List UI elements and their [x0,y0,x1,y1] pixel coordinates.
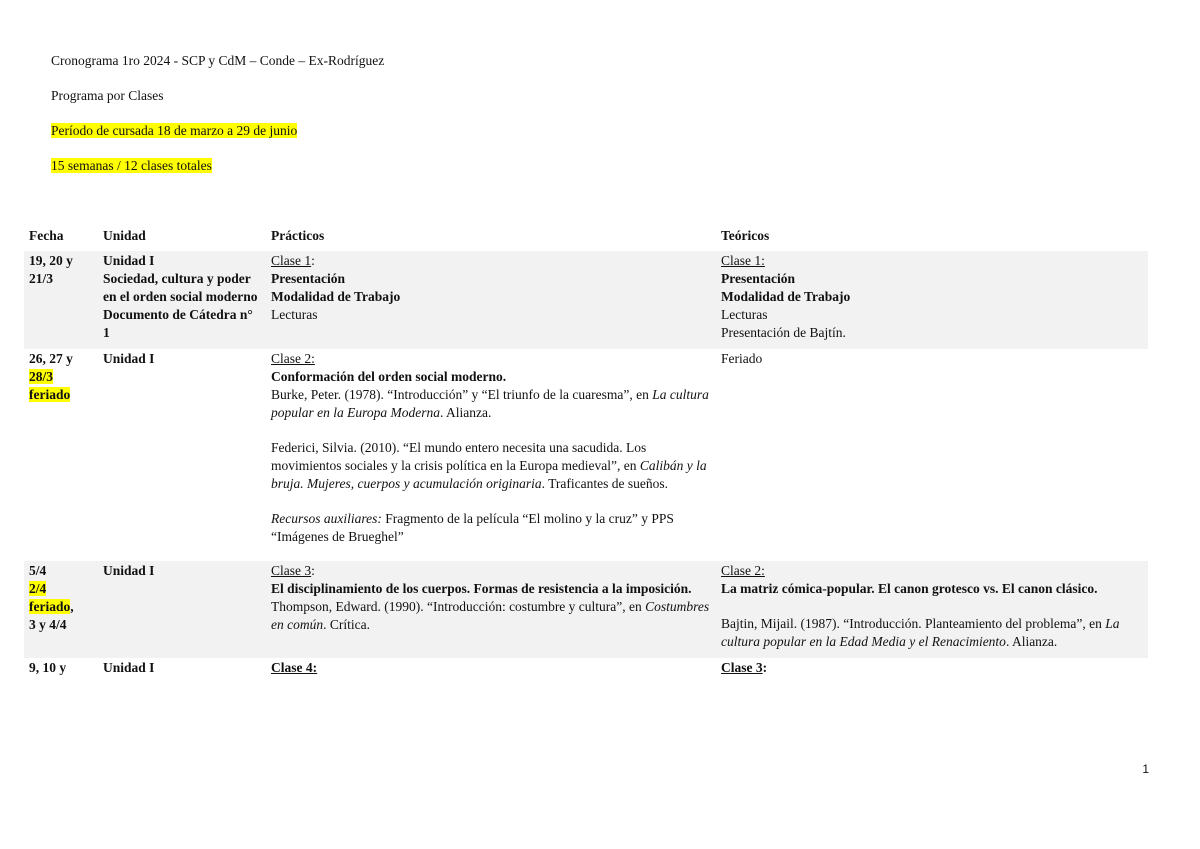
clase-label: Clase 1 [271,253,312,268]
cell-unidad: Unidad I [103,351,155,366]
auxiliary-label: Recursos auxiliares: [271,511,382,526]
reference-text: Burke, Peter. (1978). “Introducción” y “El triunfo de la cuaresma”, en [271,387,653,402]
auxiliary-text: Fragmento de la película “El molino y la cruz” y PPS “Imágenes de Brueghel” [271,511,674,544]
clase-title: La matriz cómica-popular. El canon grotesco vs. El canon clásico. [721,581,1098,596]
clase-heading [271,563,315,578]
unidad-label: Unidad I [103,253,155,268]
cell-practicos [266,251,716,349]
cell-teoricos [716,251,1148,349]
auxiliary-resources [271,510,711,546]
clase-heading [721,660,767,675]
reference-title: Costumbres en común [271,599,710,632]
clase-line: Lecturas [271,307,318,322]
cell-practicos [266,658,716,684]
fecha-text: 26, 27 y [29,351,73,366]
cell-unidad [98,251,266,349]
clase-heading [271,253,315,268]
cell-teoricos [716,561,1148,658]
course-weeks-text: 15 semanas / 12 clases totales [51,158,212,173]
reference-federici [271,439,711,493]
table-row [24,349,1148,561]
cell-fecha: 19, 20 y 21/3 [24,251,98,349]
document-header [51,52,384,192]
clase-line: Presentación de Bajtín. [721,325,846,340]
clase-heading: Clase 2: [721,563,765,578]
clase-colon: : [311,563,315,578]
table-row [24,561,1148,658]
cell-practicos [266,561,716,658]
clase-colon: : [762,660,768,675]
feriado-highlight: feriado [29,387,71,402]
reference-title: La cultura popular en la Europa Moderna [271,387,709,420]
fecha-highlight: 28/3 [29,369,54,384]
cell-unidad: Unidad I [98,561,266,658]
reference-text: . Alianza. [440,405,492,420]
fecha-text: 3 y 4/4 [29,617,67,632]
clase-colon: : [311,253,315,268]
document-title: Cronograma 1ro 2024 - SCP y CdM – Conde – Ex-Rodríguez [51,53,385,68]
column-header-teoricos: Teóricos [721,228,770,243]
clase-line: Modalidad de Trabajo [721,289,851,304]
column-header-practicos: Prácticos [271,228,325,243]
feriado-highlight: feriado [29,599,71,614]
column-header-fecha: Fecha [29,228,64,243]
column-header-unidad: Unidad [103,228,146,243]
reference-text: . Alianza. [1005,634,1058,649]
clase-heading: Clase 1: [721,253,765,268]
reference-burke [271,386,711,422]
cell-teoricos: Feriado [721,351,763,366]
clase-label: Clase 3 [721,660,763,675]
cell-fecha [24,561,98,658]
fecha-text: , [70,599,74,614]
table-row [24,658,1148,684]
document-subtitle: Programa por Clases [51,88,164,103]
reference-text: Federici, Silvia. (2010). “El mundo entero necesita una sacudida. Los movimientos sociales y la crisis política en la Europa medieval”, en [271,440,647,473]
unidad-title: Sociedad, cultura y poder en el orden social moderno [103,271,258,304]
clase-line: Presentación [271,271,345,286]
reference-title: La cultura popular en la Edad Media y el Renacimiento [721,616,1120,649]
fecha-text: 5/4 [29,563,47,578]
reference-bajtin [721,615,1143,651]
clase-label: Clase 3 [271,563,312,578]
clase-heading: Clase 4: [271,660,318,675]
cell-practicos [266,349,716,561]
reference-title: Calibán y la bruja. Mujeres, cuerpos y acumulación originaria [271,458,707,491]
unidad-document: Documento de Cátedra n° 1 [103,307,253,340]
reference-thompson [271,598,711,634]
clase-line: Modalidad de Trabajo [271,289,401,304]
cell-fecha: 9, 10 y [29,660,67,675]
clase-heading: Clase 2: [271,351,315,366]
course-period [51,122,384,140]
clase-line: Lecturas [721,307,768,322]
reference-text: . Traficantes de sueños. [541,476,668,491]
table-row [24,251,1148,349]
clase-title: Conformación del orden social moderno. [271,369,507,384]
reference-text: . Crítica. [323,617,370,632]
clase-title: El disciplinamiento de los cuerpos. Formas de resistencia a la imposición. [271,581,692,596]
reference-text: Thompson, Edward. (1990). “Introducción: costumbre y cultura”, en [271,599,646,614]
cell-teoricos [716,658,1148,684]
cell-unidad: Unidad I [103,660,155,675]
page-number: 1 [1142,762,1149,776]
course-weeks [51,157,384,175]
schedule-table [24,226,1148,684]
table-header-row [24,226,1148,251]
cell-fecha [24,349,98,561]
fecha-highlight: 2/4 [29,581,47,596]
clase-line: Presentación [721,271,795,286]
course-period-text: Período de cursada 18 de marzo a 29 de junio [51,123,298,138]
reference-text: Bajtin, Mijail. (1987). “Introducción. Planteamiento del problema”, en [721,616,1106,631]
